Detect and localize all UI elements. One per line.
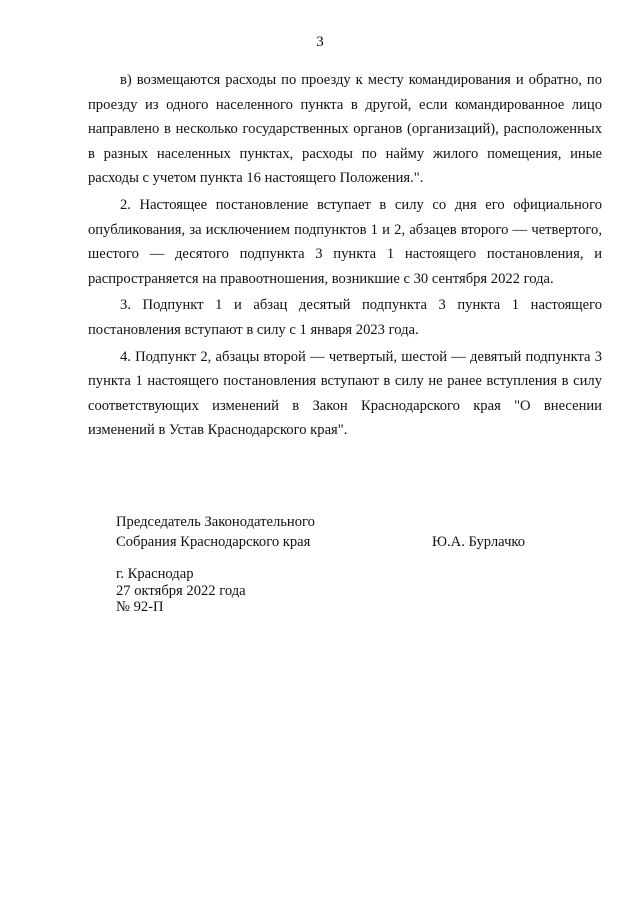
issue-number: № 92-П: [116, 599, 164, 615]
issue-city: г. Краснодар: [116, 566, 194, 582]
paragraph-1: в) возмещаются расходы по проезду к месту командирования и обратно, по проезду из одного населенного пункта в другой, если командированное лицо направлено в несколько государственных органов (организаций), расположенных в разных населенных пунктах, расходы по найму жилого помещения, иные расходы с учетом пункта 16 настоящего Положения.".: [88, 72, 602, 187]
issue-details: [116, 566, 246, 616]
paragraph-2: 2. Настоящее постановление вступает в силу со дня его официального опубликования, за исключением подпунктов 1 и 2, абзацев второго — четвертого, шестого — десятого подпункта 3 пункта 1 настоящего постановления, и распространяется на правоотношения, возникшие с 30 сентября 2022 года.: [88, 196, 602, 287]
signatory-title-line-2: Собрания Краснодарского края: [116, 534, 311, 550]
page-number: 3: [316, 34, 324, 50]
signatory-title-line-1: Председатель Законодательного: [116, 514, 315, 530]
issue-date: 27 октября 2022 года: [116, 582, 246, 599]
paragraph-3: 3. Подпункт 1 и абзац десятый подпункта 3 пункта 1 настоящего постановления вступают в силу с 1 января 2023 года.: [88, 297, 602, 338]
signatory-name: Ю.А. Бурлачко: [432, 534, 526, 550]
paragraph-4: 4. Подпункт 2, абзацы второй — четвертый, шестой — девятый подпункта 3 пункта 1 настоящего постановления вступают в силу не ранее вступления в силу соответствующих изменений в Закон Краснодарского края "О внесении изменений в Устав Краснодарского края".: [88, 348, 602, 439]
document-body: [88, 68, 602, 445]
